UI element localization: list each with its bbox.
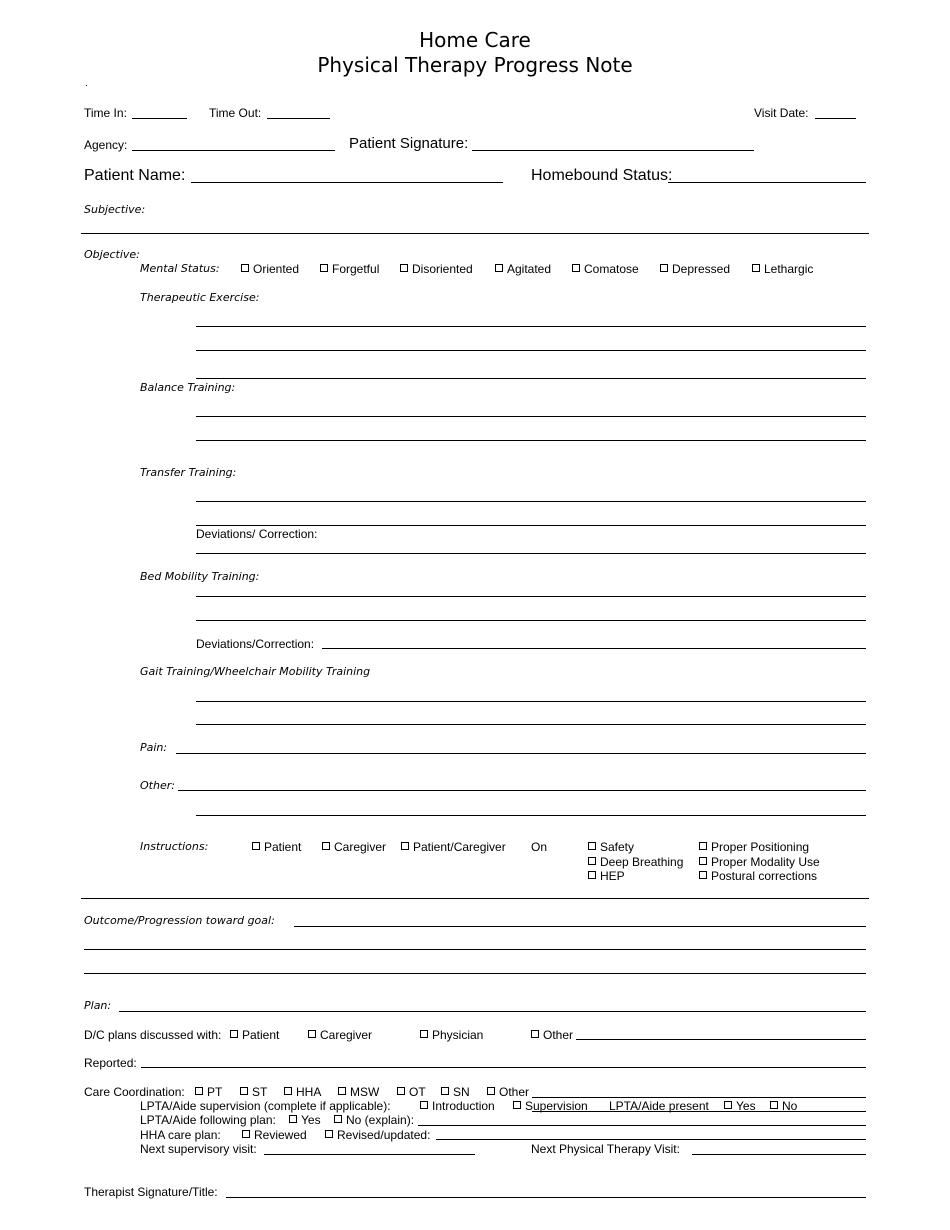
objective-label: Objective: [84, 248, 140, 261]
instruction-on-label: On [531, 840, 548, 854]
checkbox-icon[interactable] [770, 1101, 778, 1109]
checkbox-icon[interactable] [308, 1030, 316, 1038]
transfer-training-label: Transfer Training: [140, 466, 237, 479]
agency-label: Agency: [84, 138, 128, 152]
checkbox-icon[interactable] [400, 264, 408, 272]
visit-date-label: Visit Date: [754, 106, 809, 120]
care-ot-option[interactable]: OT [397, 1085, 426, 1099]
checkbox-icon[interactable] [660, 264, 668, 272]
therapeutic-exercise-line[interactable] [196, 378, 866, 379]
outcome-line[interactable] [84, 973, 866, 974]
checkbox-icon[interactable] [572, 264, 580, 272]
transfer-deviations-line[interactable] [196, 553, 866, 554]
checkbox-icon[interactable] [397, 1087, 405, 1095]
pain-field[interactable] [176, 753, 866, 754]
patient-name-field[interactable] [191, 182, 503, 183]
lpta-present-no-option[interactable]: No [770, 1099, 797, 1113]
dc-other-field[interactable] [576, 1039, 866, 1040]
subjective-label: Subjective: [84, 203, 146, 216]
topic-hep-option[interactable]: HEP [588, 869, 625, 883]
therapeutic-exercise-line[interactable] [196, 350, 866, 351]
therapist-signature-field[interactable] [226, 1197, 866, 1198]
care-hha-option[interactable]: HHA [284, 1085, 321, 1099]
checkbox-icon[interactable] [699, 857, 707, 865]
checkbox-icon[interactable] [401, 842, 409, 850]
outcome-label: Outcome/Progression toward goal: [84, 914, 275, 927]
checkbox-icon[interactable] [230, 1030, 238, 1038]
balance-training-label: Balance Training: [140, 381, 236, 394]
checkbox-icon[interactable] [495, 264, 503, 272]
next-pt-visit-field[interactable] [692, 1154, 866, 1155]
time-in-label: Time In: [84, 106, 127, 120]
plan-label: Plan: [84, 999, 112, 1012]
supervision-supervision-option[interactable]: Supervision [513, 1099, 588, 1113]
checkbox-icon[interactable] [195, 1087, 203, 1095]
checkbox-icon[interactable] [513, 1101, 521, 1109]
checkbox-icon[interactable] [320, 264, 328, 272]
next-supervisory-label: Next supervisory visit: [140, 1142, 257, 1156]
patient-signature-label: Patient Signature: [349, 135, 469, 152]
lpta-present-label: LPTA/Aide present [609, 1099, 709, 1113]
balance-training-line[interactable] [196, 416, 866, 417]
mental-agitated-option[interactable]: Agitated [495, 262, 551, 276]
instruction-caregiver-option[interactable]: Caregiver [322, 840, 386, 854]
mental-lethargic-option[interactable]: Lethargic [752, 262, 813, 276]
instruction-patient-option[interactable]: Patient [252, 840, 301, 854]
checkbox-icon[interactable] [289, 1115, 297, 1123]
checkbox-icon[interactable] [322, 842, 330, 850]
checkbox-icon[interactable] [325, 1130, 333, 1138]
next-supervisory-field[interactable] [264, 1154, 475, 1155]
hha-revised-option[interactable]: Revised/updated: [325, 1128, 430, 1142]
gait-training-label: Gait Training/Wheelchair Mobility Training [140, 665, 371, 678]
care-sn-option[interactable]: SN [441, 1085, 470, 1099]
supervision-introduction-option[interactable]: Introduction [420, 1099, 495, 1113]
topic-proper-modality-option[interactable]: Proper Modality Use [699, 855, 820, 869]
bed-mobility-line[interactable] [196, 620, 866, 621]
topic-proper-positioning-option[interactable]: Proper Positioning [699, 840, 809, 854]
mental-oriented-option[interactable]: Oriented [241, 262, 299, 276]
hha-care-plan-label: HHA care plan: [140, 1128, 221, 1142]
checkbox-icon[interactable] [334, 1115, 342, 1123]
checkbox-icon[interactable] [338, 1087, 346, 1095]
outcome-field[interactable] [294, 926, 866, 927]
next-pt-visit-label: Next Physical Therapy Visit: [531, 1142, 680, 1156]
checkbox-icon[interactable] [699, 842, 707, 850]
section-divider [81, 233, 869, 234]
other-field[interactable] [178, 790, 866, 791]
transfer-deviations-label: Deviations/ Correction: [196, 527, 318, 541]
topic-safety-option[interactable]: Safety [588, 840, 634, 854]
checkbox-icon[interactable] [252, 842, 260, 850]
following-no-option[interactable]: No (explain): [334, 1113, 414, 1127]
lpta-present-yes-option[interactable]: Yes [724, 1099, 756, 1113]
homebound-status-field[interactable] [668, 182, 866, 183]
dc-plans-label: D/C plans discussed with: [84, 1028, 222, 1042]
checkbox-icon[interactable] [240, 1087, 248, 1095]
mental-forgetful-option[interactable]: Forgetful [320, 262, 379, 276]
bed-deviations-label: Deviations/Correction: [196, 637, 315, 651]
visit-date-field[interactable] [815, 118, 856, 119]
checkbox-icon[interactable] [284, 1087, 292, 1095]
lpta-following-label: LPTA/Aide following plan: [140, 1113, 276, 1127]
care-coordination-label: Care Coordination: [84, 1085, 185, 1099]
checkbox-icon[interactable] [420, 1101, 428, 1109]
checkbox-icon[interactable] [699, 871, 707, 879]
therapeutic-exercise-line[interactable] [196, 326, 866, 327]
dc-physician-option[interactable]: Physician [420, 1028, 483, 1042]
checkbox-icon[interactable] [588, 842, 596, 850]
homebound-status-label: Homebound Status: [531, 167, 673, 184]
patient-name-label: Patient Name: [84, 167, 186, 184]
lpta-supervision-line[interactable] [532, 1111, 866, 1112]
checkbox-icon[interactable] [241, 264, 249, 272]
instructions-label: Instructions: [140, 840, 209, 853]
dc-caregiver-option[interactable]: Caregiver [308, 1028, 372, 1042]
checkbox-icon[interactable] [420, 1030, 428, 1038]
care-other-option[interactable]: Other [487, 1085, 529, 1099]
stray-dot: . [85, 78, 88, 89]
transfer-training-line[interactable] [196, 525, 866, 526]
bed-mobility-label: Bed Mobility Training: [140, 570, 260, 583]
care-st-option[interactable]: ST [240, 1085, 267, 1099]
following-explain-field[interactable] [418, 1125, 866, 1126]
dc-other-option[interactable]: Other [531, 1028, 573, 1042]
checkbox-icon[interactable] [441, 1087, 449, 1095]
following-yes-option[interactable]: Yes [289, 1113, 321, 1127]
topic-postural-corrections-option[interactable]: Postural corrections [699, 869, 817, 883]
care-msw-option[interactable]: MSW [338, 1085, 379, 1099]
bed-mobility-line[interactable] [196, 596, 866, 597]
hha-revised-field[interactable] [436, 1139, 866, 1140]
gait-training-line[interactable] [196, 701, 866, 702]
time-out-field[interactable] [267, 118, 330, 119]
transfer-training-line[interactable] [196, 501, 866, 502]
reported-field[interactable] [141, 1067, 866, 1068]
dc-patient-option[interactable]: Patient [230, 1028, 279, 1042]
section-divider [81, 898, 869, 899]
checkbox-icon[interactable] [242, 1130, 250, 1138]
checkbox-icon[interactable] [588, 871, 596, 879]
mental-status-label: Mental Status: [140, 262, 220, 275]
plan-field[interactable] [119, 1011, 866, 1012]
topic-deep-breathing-option[interactable]: Deep Breathing [588, 855, 683, 869]
patient-signature-field[interactable] [472, 150, 754, 151]
reported-label: Reported: [84, 1056, 137, 1070]
outcome-line[interactable] [84, 949, 866, 950]
instruction-patient-caregiver-option[interactable]: Patient/Caregiver [401, 840, 506, 854]
agency-field[interactable] [132, 150, 335, 151]
checkbox-icon[interactable] [531, 1030, 539, 1038]
therapist-signature-label: Therapist Signature/Title: [84, 1185, 218, 1199]
care-other-field[interactable] [532, 1097, 866, 1098]
balance-training-line[interactable] [196, 440, 866, 441]
mental-disoriented-option[interactable]: Disoriented [400, 262, 473, 276]
time-out-label: Time Out: [209, 106, 262, 120]
care-pt-option[interactable]: PT [195, 1085, 222, 1099]
pain-label: Pain: [140, 741, 168, 754]
gait-training-line[interactable] [196, 724, 866, 725]
checkbox-icon[interactable] [752, 264, 760, 272]
form-title: Home Care [419, 28, 531, 52]
checkbox-icon[interactable] [487, 1087, 495, 1095]
checkbox-icon[interactable] [724, 1101, 732, 1109]
lpta-supervision-label: LPTA/Aide supervision (complete if applicable): [140, 1099, 391, 1113]
mental-comatose-option[interactable]: Comatose [572, 262, 639, 276]
mental-depressed-option[interactable]: Depressed [660, 262, 730, 276]
form-subtitle: Physical Therapy Progress Note [317, 53, 633, 77]
other-line[interactable] [196, 815, 866, 816]
checkbox-icon[interactable] [588, 857, 596, 865]
time-in-field[interactable] [132, 118, 187, 119]
therapeutic-exercise-label: Therapeutic Exercise: [140, 291, 260, 304]
bed-deviations-field[interactable] [322, 648, 866, 649]
hha-reviewed-option[interactable]: Reviewed [242, 1128, 307, 1142]
other-label: Other: [140, 779, 175, 792]
